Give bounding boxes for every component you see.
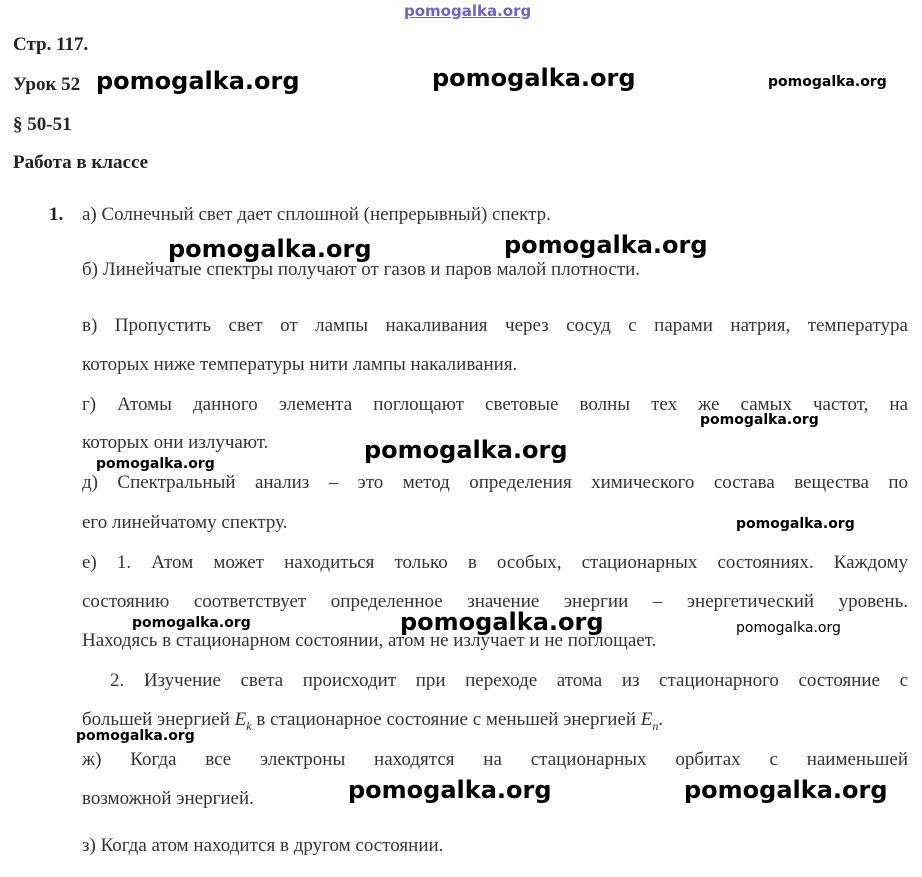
watermark: pomogalka.org <box>700 412 819 428</box>
answer-d-line2: его линейчатому спектру. <box>82 512 288 533</box>
answer-zh-line1: ж) Когда все электроны находятся на стационарных орбитах с наименьшей <box>82 749 908 770</box>
e5-text-pre: большей энергией <box>82 709 235 730</box>
watermark-top-link[interactable]: pomogalka.org <box>404 2 532 20</box>
answer-b: б) Линейчатые спектры получают от газов и паров малой плотности. <box>82 259 641 280</box>
section-title: § 50-51 <box>13 114 72 135</box>
answer-a: а) Солнечный свет дает сплошной (непрерывный) спектр. <box>82 204 551 225</box>
watermark: pomogalka.org <box>132 615 251 631</box>
answer-e-line4: 2. Изучение света происходит при переходе атома из стационарного состояние с <box>110 670 908 691</box>
watermark: pomogalka.org <box>76 728 195 744</box>
watermark: pomogalka.org <box>504 231 708 259</box>
page-number: Стр. 117. <box>13 34 89 55</box>
watermark: pomogalka.org <box>736 516 855 532</box>
answer-d-line1: д) Спектральный анализ – это метод определения химического состава вещества по <box>82 472 908 493</box>
energy-ek: $E_k$ <box>234 709 252 733</box>
watermark: pomogalka.org <box>768 74 887 90</box>
answer-e-line2: состоянию соответствует определенное значение энергии – энергетический уровень. <box>82 591 908 612</box>
task-number: 1. <box>49 204 64 225</box>
lesson-title: Урок 52 <box>13 74 81 95</box>
watermark: pomogalka.org <box>364 436 568 464</box>
watermark: pomogalka.org <box>348 776 552 804</box>
watermark: pomogalka.org <box>96 456 215 472</box>
watermark: pomogalka.org <box>432 64 636 92</box>
e5-text-end: . <box>658 709 664 730</box>
watermark: pomogalka.org <box>736 620 841 636</box>
answer-v-line2: которых ниже температуры нити лампы накаливания. <box>82 354 518 375</box>
e5-text-mid: в стационарное состояние с меньшей энергией <box>251 709 641 730</box>
watermark: pomogalka.org <box>684 776 888 804</box>
watermark: pomogalka.org <box>168 235 372 263</box>
answer-v-line1: в) Пропустить свет от лампы накаливания через сосуд с парами натрия, температура <box>82 315 908 336</box>
work-title: Работа в классе <box>13 152 149 173</box>
watermark: pomogalka.org <box>96 67 300 95</box>
answer-e-line3: Находясь в стационарном состоянии, атом не излучает и не поглощает. <box>82 630 657 651</box>
answer-zh-line2: возможной энергией. <box>82 788 254 809</box>
answer-z: з) Когда атом находится в другом состоянии. <box>82 835 444 856</box>
answer-e-line1: е) 1. Атом может находиться только в особых, стационарных состояниях. Каждому <box>82 552 908 573</box>
watermark: pomogalka.org <box>400 608 604 636</box>
answer-g-line1: г) Атомы данного элемента поглощают световые волны тех же самых частот, на <box>82 394 908 415</box>
energy-en: $E_n$ <box>640 709 659 733</box>
answer-g-line2: которых они излучают. <box>82 432 269 453</box>
